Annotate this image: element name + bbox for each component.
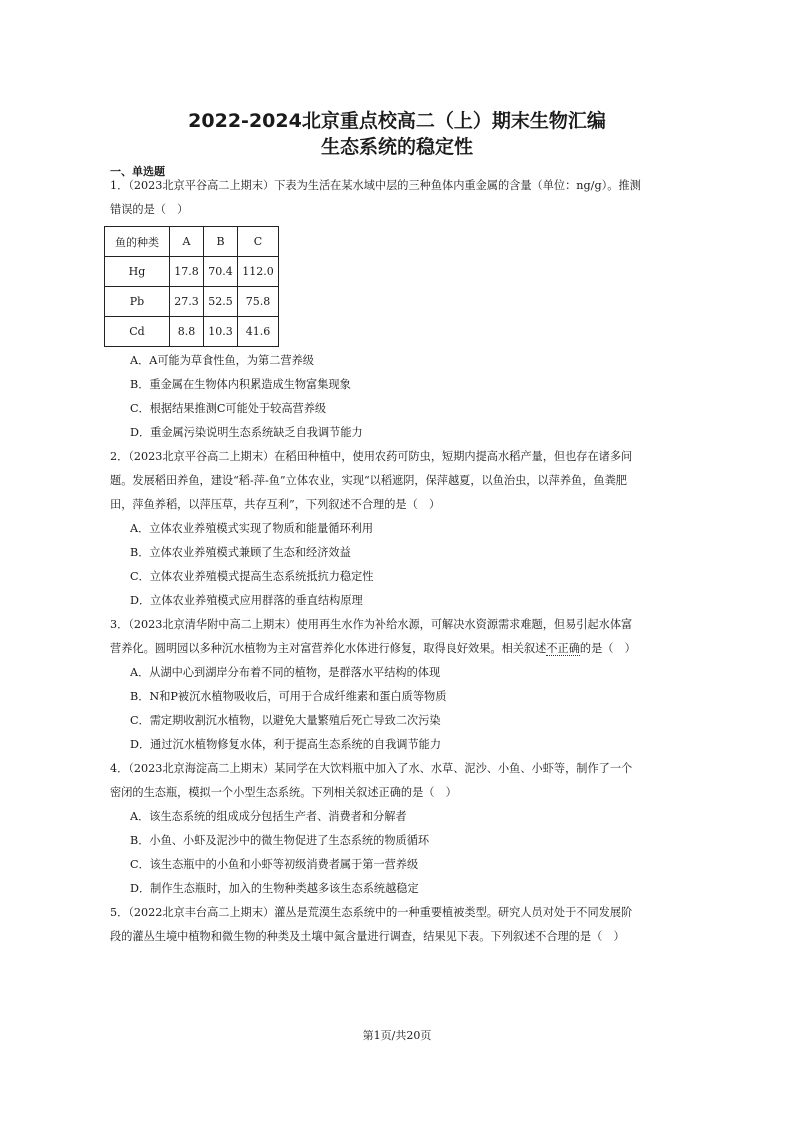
- table-cell: A: [170, 227, 204, 257]
- q3-option-a: A．从湖中心到湖岸分布着不同的植物，是群落水平结构的体现: [130, 666, 441, 679]
- q2-stem-line1: 2．（2023北京平谷高二上期末）在稻田种植中，使用农药可防虫，短期内提高水稻产量，但也存在诸多问: [110, 450, 633, 463]
- table-header-row: [105, 227, 279, 257]
- table-cell: C: [238, 227, 279, 257]
- table-cell: 70.4: [204, 257, 238, 287]
- q2-stem-line3: 田，萍鱼养稻，以萍压草，共存互利”，下列叙述不合理的是（ ）: [110, 498, 441, 511]
- q5-stem-line2: 段的灌丛生境中植物和微生物的种类及土壤中氮含量进行调查，结果见下表。下列叙述不合理的是（ ）: [110, 930, 625, 943]
- table-cell: 112.0: [238, 257, 279, 287]
- q5-stem-line1: 5．（2022北京丰台高二上期末）灌丛是荒漠生态系统中的一种重要植被类型。研究人员对处于不同发展阶: [110, 906, 633, 919]
- q1-metal-table: [104, 226, 279, 347]
- q1-stem-line1: 1．（2023北京平谷高二上期末）下表为生活在某水域中层的三种鱼体内重金属的含量（单位：ng/g）。推测: [110, 179, 641, 192]
- table-cell: Cd: [105, 317, 170, 347]
- q3-option-b: B．N和P被沉水植物吸收后，可用于合成纤维素和蛋白质等物质: [130, 690, 447, 703]
- q2-stem-line2: 题。发展稻田养鱼，建设“稻-萍-鱼”立体农业，实现“以稻遮阴，保萍越夏，以鱼治虫，以萍养鱼，鱼粪肥: [110, 474, 627, 487]
- q4-option-d: D．制作生态瓶时，加入的生物种类越多该生态系统越稳定: [130, 882, 419, 895]
- q3-stem-text: 的是（ ）: [579, 642, 636, 655]
- q1-option-d: D．重金属污染说明生态系统缺乏自我调节能力: [130, 426, 363, 439]
- page-number: 第1页/共20页: [362, 1029, 432, 1042]
- table-row: [105, 287, 279, 317]
- q2-option-a: A．立体农业养殖模式实现了物质和能量循环利用: [130, 522, 374, 535]
- q2-option-d: D．立体农业养殖模式应用群落的垂直结构原理: [130, 594, 363, 607]
- q1-stem-line2: 错误的是（ ）: [110, 203, 189, 216]
- q1-option-b: B．重金属在生物体内积累造成生物富集现象: [130, 378, 351, 391]
- q4-option-b: B．小鱼、小虾及泥沙中的微生物促进了生态系统的物质循环: [130, 834, 430, 847]
- table-cell: 52.5: [204, 287, 238, 317]
- table-cell: 27.3: [170, 287, 204, 317]
- q2-option-b: B．立体农业养殖模式兼顾了生态和经济效益: [130, 546, 351, 559]
- table-cell: Pb: [105, 287, 170, 317]
- table-cell: 8.8: [170, 317, 204, 347]
- document-subtitle: 生态系统的稳定性: [320, 136, 473, 158]
- q3-option-c: C．需定期收割沉水植物，以避免大量繁殖后死亡导致二次污染: [130, 714, 441, 727]
- q3-stem-text: 营养化。圆明园以多种沉水植物为主对富营养化水体进行修复，取得良好效果。相关叙述: [110, 642, 547, 655]
- q4-option-a: A．该生态系统的组成成分包括生产者、消费者和分解者: [130, 810, 407, 823]
- emphasis-text: 不正确: [546, 642, 580, 655]
- q3-stem-line2: [110, 642, 636, 656]
- table-cell: Hg: [105, 257, 170, 287]
- q4-stem-line2: 密闭的生态瓶，模拟一个小型生态系统。下列相关叙述正确的是（ ）: [110, 786, 457, 799]
- q3-stem-line1: 3．（2023北京清华附中高二上期末）使用再生水作为补给水源，可解决水资源需求难题，但易引起水体富: [110, 618, 633, 631]
- q1-option-c: C．根据结果推测C可能处于较高营养级: [130, 402, 327, 415]
- table-cell: 鱼的种类: [105, 227, 170, 257]
- section-heading: 一、单选题: [110, 165, 165, 178]
- table-cell: 10.3: [204, 317, 238, 347]
- table-row: [105, 257, 279, 287]
- q4-stem-line1: 4．（2023北京海淀高二上期末）某同学在大饮料瓶中加入了水、水草、泥沙、小鱼、小虾等，制作了一个: [110, 762, 633, 775]
- document-title: 2022-2024北京重点校高二（上）期末生物汇编: [188, 110, 606, 132]
- q1-option-a: A．A可能为草食性鱼，为第二营养级: [130, 354, 314, 367]
- table-cell: B: [204, 227, 238, 257]
- table-cell: 41.6: [238, 317, 279, 347]
- table-cell: 75.8: [238, 287, 279, 317]
- table-cell: 17.8: [170, 257, 204, 287]
- q2-option-c: C．立体农业养殖模式提高生态系统抵抗力稳定性: [130, 570, 374, 583]
- table-row: [105, 317, 279, 347]
- q3-option-d: D．通过沉水植物修复水体，利于提高生态系统的自我调节能力: [130, 738, 442, 751]
- q4-option-c: C．该生态瓶中的小鱼和小虾等初级消费者属于第一营养级: [130, 858, 419, 871]
